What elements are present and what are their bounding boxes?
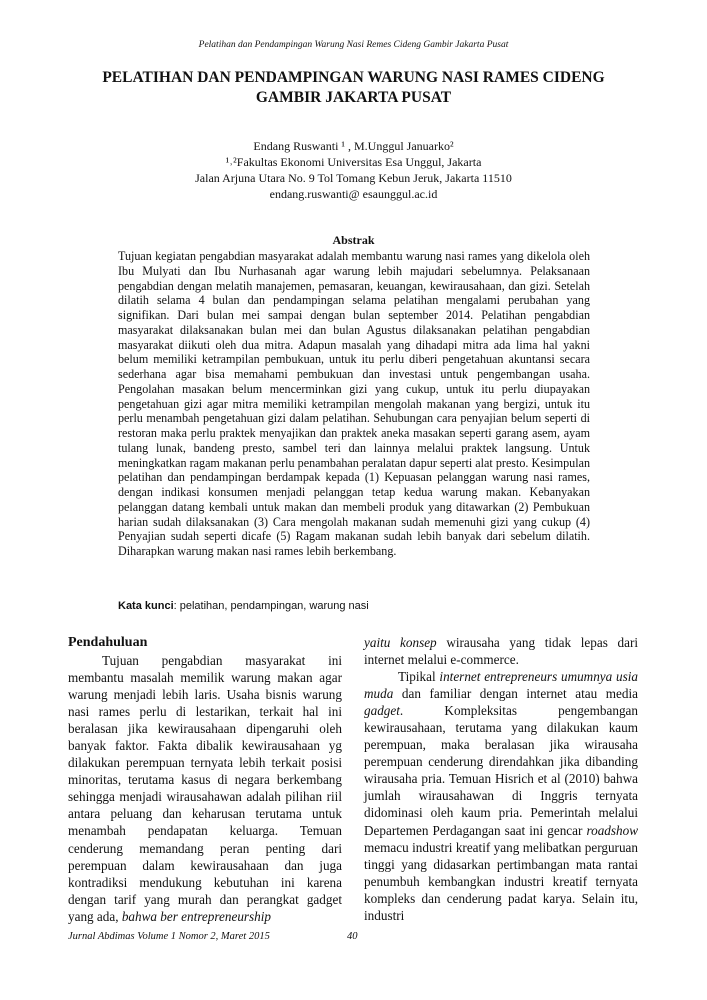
right-p2-roadshow: roadshow — [586, 822, 638, 838]
page-number: 40 — [347, 931, 358, 942]
keywords-label: Kata kunci — [118, 600, 174, 612]
left-paragraph-italic: bahwa ber entrepreneurship — [121, 908, 272, 924]
title-line-2: GAMBIR JAKARTA PUSAT — [255, 89, 452, 106]
author-names: Endang Ruswanti ¹ , M.Unggul Januarko² — [253, 139, 454, 153]
right-column-paragraph-2 — [364, 668, 638, 924]
left-column-paragraph — [68, 652, 342, 925]
left-column — [68, 634, 342, 925]
keywords-text: : pelatihan, pendampingan, warung nasi — [173, 600, 369, 612]
running-head: Pelatihan dan Pendampingan Warung Nasi Remes Cideng Gambir Jakarta Pusat — [198, 40, 509, 50]
right-column-paragraph-1 — [364, 634, 638, 668]
author-block — [0, 138, 707, 202]
right-p2-end: memacu industri kreatif yang melibatkan perguruan tinggi yang didasarkan pertimbangan mata rantai penumbuh kembangkan industri kreatif ternyata kompleks dan cenderung padat karya. Selain itu, industri — [364, 839, 638, 923]
right-p2-mid: dan familiar dengan internet atau media — [393, 686, 638, 702]
right-p1-text: wirausaha yang tidak lepas dari internet melalui e-commerce. — [364, 635, 638, 668]
author-email: endang.ruswanti@ esaunggul.ac.id — [269, 187, 438, 201]
author-affiliation: ¹˒²Fakultas Ekonomi Universitas Esa Unggul, Jakarta — [225, 155, 482, 169]
abstract-heading: Abstrak — [332, 233, 375, 247]
author-address: Jalan Arjuna Utara No. 9 Tol Tomang Kebun Jeruk, Jakarta 11510 — [195, 171, 512, 185]
section-heading: Pendahuluan — [68, 635, 148, 650]
right-p2-start: Tipikal — [398, 669, 440, 685]
right-column — [364, 634, 638, 924]
journal-footer: Jurnal Abdimas Volume 1 Nomor 2, Maret 2015 — [68, 931, 270, 942]
right-p2-mid2: . Kompleksitas pengembangan kewirausahaan, terutama yang dilakukan kaum perempuan, maka beralasan jika wirausaha perempuan cenderung direndahkan jika dibanding wirausaha pria. Temuan Hisrich et al (2010) bahwa jumlah wirausahawan di Inggris ternyata didominasi oleh kaum pria. Pemerintah melalui Departemen Perdagangan saat ini gencar — [364, 703, 638, 838]
right-p2-italic: internet entrepreneurs umumnya usia muda — [364, 669, 639, 702]
abstract-text: Tujuan kegiatan pengabdian masyarakat adalah membantu warung nasi rames yang dikelola oleh Ibu Mulyati dan Ibu Nurhasanah agar warung lebih majudari sebelumnya. Pelaksanaan pengabdian dengan melatih manajemen, pemasaran, keuangan, kewirausahaan, dan gizi. Setelah dilatih selama 4 bulan dan pendampingan selama pelatihan mengalami perubahan yang signifikan. Dari bulan mei sampai dengan bulan september 2014. Pelatihan pengabdian masyarakat dilaksanakan bulan mei dan bulan Agustus dilaksanakan pelatihan pengabdian masyarakat diikuti oleh dua mitra. Adapun masalah yang dihadapi mitra ada lima hal yakni belum memiliki ketrampilan pembukuan, untuk itu perlu diberi pengetahuan akuntansi secara sederhana agar bisa memahami pembukuan dan investasi untuk pengembangan usaha. Pengolahan masakan belum mencerminkan gizi yang cukup, untuk itu perlu diupayakan pengetahuan gizi agar mitra memiliki ketrampilan mengolah makanan yang bergizi, untuk itu perlu menambah pengetahuan gizi dalam pelatihan. Sehubungan cara penyajian belum seperti di restoran maka perlu praktek menyajikan dan praktek aneka masakan seperti garang asem, ayam tulang lunak, bandeng presto, sambel teri dan lainnya melalui praktek langsung. Untuk meningkatkan ragam makanan perlu penambahan peralatan dapur seperti alat presto. Kesimpulan pelatihan dan pendampingan berdampak kepada (1) Kepuasan pelanggan warung nasi rames, dengan indikasi konsumen menjadi pelanggan tetap kedua warung makan. Kebanyakan pelanggan datang kembali untuk makan dan membeli produk yang ditawarkan (2) Pembukuan harian sudah dilaksanakan (3) Cara mengolah makanan sudah memenuhi gizi yang cukup (4) Penyajian sudah seperti dicafe (5) Ragam makanan sudah lebih banyak dari sebelum dilatih. Diharapkan warung makan nasi rames lebih berkembang. — [118, 249, 590, 558]
paper-title — [60, 68, 647, 108]
right-italic-start: yaitu konsep — [364, 635, 437, 650]
right-p2-gadget: gadget — [364, 703, 400, 719]
title-line-1: PELATIHAN DAN PENDAMPINGAN WARUNG NASI RAMES CIDENG — [102, 69, 605, 86]
keywords — [118, 600, 598, 612]
left-paragraph-text: Tujuan pengabdian masyarakat ini membantu masalah memilik warung makan agar warung menjadi lebih laris. Usaha bisnis warung nasi rames perlu di lestarikan, terkait hal ini beralasan jika kewirausahaan dipengaruhi oleh banyak faktor. Fakta dibalik kewirausahaan yg dilakukan perempuan ternyata lebih terkait posisi minoritas, terutama kasus di negara berkembang sehingga menjadi wirausahawan adalah pilihan riil antara peluang dan keharusan terutama untuk menambah pendapatan keluarga. Temuan cenderung memandang peran penting dari perempuan dalam kewirausahaan dan juga kontradiksi mendukung kebutuhan ini karena dengan tarif yang murah dan perangkat gadget yang ada, — [68, 653, 342, 924]
